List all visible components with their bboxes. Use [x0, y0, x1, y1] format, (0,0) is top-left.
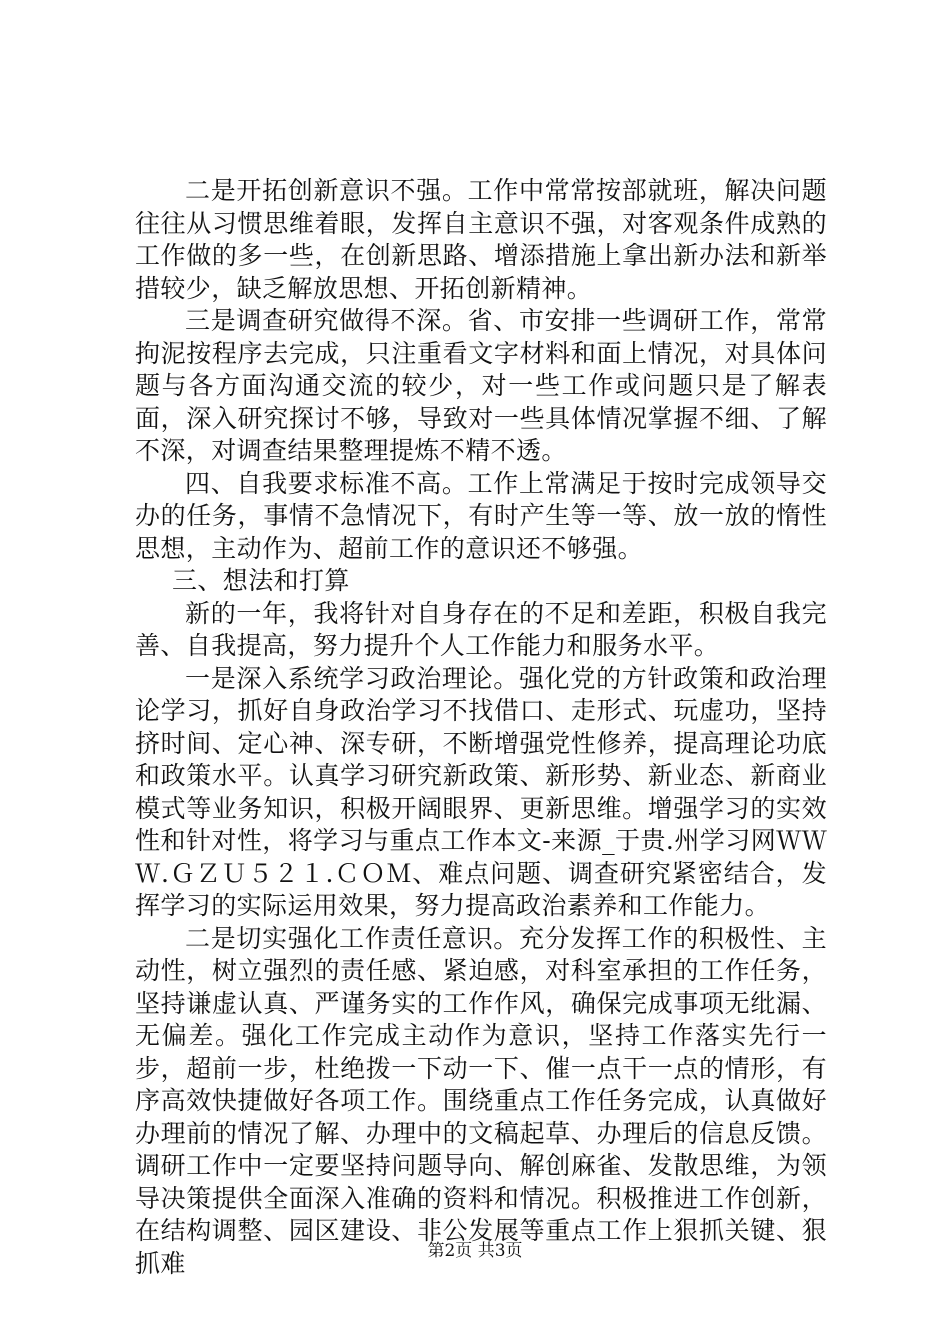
page-footer: 第2页 共3页 — [427, 1241, 523, 1261]
document-body — [135, 175, 827, 1280]
paragraph-innovation: 二是开拓创新意识不强。工作中常常按部就班，解决问题往往从习惯思维着眼，发挥自主意识不强，对客观条件成熟的工作做的多一些，在创新思路、增添措施上拿出新办法和新举措较少，缺乏解放思想、开拓创新精神。 — [135, 176, 827, 303]
paragraph-study-theory: 一是深入系统学习政治理论。强化党的方针政策和政治理论学习，抓好自身政治学习不找借口、走形式、玩虚功，坚持挤时间、定心神、深专研，不断增强党性修养，提高理论功底和政策水平。认真学习研究新政策、新形势、新业态、新商业模式等业务知识，积极开阔眼界、更新思维。增强学习的实效性和针对性，将学习与重点工作本文-来源_于贵.州学习网ＷＷＷ.ＧＺＵ５２１.ＣＯＭ、难点问题、调查研究紧密结合，发挥学习的实际运用效果，努力提高政治素养和工作能力。 — [135, 663, 827, 920]
paragraph-standards: 四、自我要求标准不高。工作上常满足于按时完成领导交办的任务，事情不急情况下，有时产生等一等、放一放的惰性思想，主动作为、超前工作的意识还不够强。 — [135, 468, 827, 563]
paragraph-research: 三是调查研究做得不深。省、市安排一些调研工作，常常拘泥按程序去完成，只注重看文字材料和面上情况，对具体问题与各方面沟通交流的较少，对一些工作或问题只是了解表面，深入研究探讨不够，导致对一些具体情况掌握不细、了解不深，对调查结果整理提炼不精不透。 — [135, 306, 827, 465]
section-heading-plans: 三、想法和打算 — [172, 566, 350, 595]
paragraph-responsibility: 二是切实强化工作责任意识。充分发挥工作的积极性、主动性，树立强烈的责任感、紧迫感，对科室承担的工作任务，坚持谦虚认真、严谨务实的工作作风，确保完成事项无纰漏、无偏差。强化工作完成主动作为意识，坚持工作落实先行一步，超前一步，杜绝拨一下动一下、催一点干一点的情形，有序高效快捷做好各项工作。围绕重点工作任务完成，认真做好办理前的情况了解、办理中的文稿起草、办理后的信息反馈。调研工作中一定要坚持问题导向、解创麻雀、发散思维，为领导决策提供全面深入准确的资料和情况。积极推进工作创新，在结构调整、园区建设、非公发展等重点工作上狠抓关键、狠抓难 — [135, 923, 827, 1278]
paragraph-new-year: 新的一年，我将针对自身存在的不足和差距，积极自我完善、自我提高，努力提升个人工作能力和服务水平。 — [135, 598, 827, 660]
